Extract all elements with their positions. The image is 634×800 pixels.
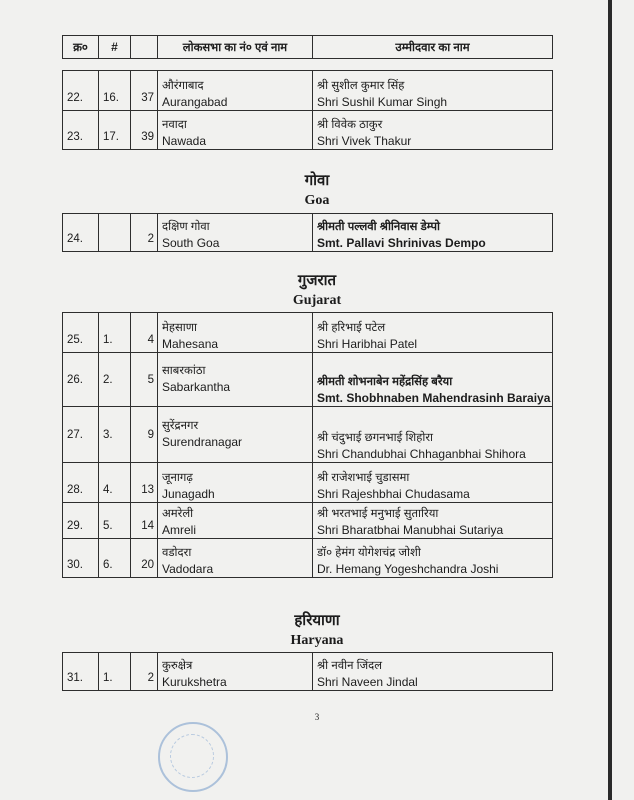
candidate-name-en: Shri Sushil Kumar Singh bbox=[317, 95, 448, 109]
sr-number: 26. bbox=[63, 353, 99, 407]
candidate-name-en: Shri Bharatbhai Manubhai Sutariya bbox=[317, 523, 504, 537]
page-number: 3 bbox=[314, 712, 320, 722]
constituency-number: 5 bbox=[131, 353, 158, 407]
candidate-name-hi: श्री सुशील कुमार सिंह bbox=[317, 80, 405, 92]
candidate-name-hi: श्री भरतभाई मनुभाई सुतारिया bbox=[317, 508, 439, 520]
constituency-name-hi: जूनागढ़ bbox=[162, 472, 193, 484]
constituency-number: 37 bbox=[131, 71, 158, 111]
candidate-name-en: Shri Vivek Thakur bbox=[317, 134, 412, 148]
constituency-name-hi: मेहसाणा bbox=[162, 322, 198, 334]
table-row bbox=[63, 214, 553, 252]
constituency-number: 9 bbox=[131, 407, 158, 463]
section-title-gujarat-en: Gujarat bbox=[292, 293, 342, 308]
sr-number: 31. bbox=[63, 653, 99, 691]
header-hash: # bbox=[99, 36, 131, 59]
constituency-cell bbox=[158, 463, 313, 503]
header-constituency: लोकसभा का नं० एवं नाम bbox=[158, 36, 313, 59]
sr-number: 23. bbox=[63, 111, 99, 150]
constituency-name-en: South Goa bbox=[162, 236, 220, 250]
goa-table bbox=[62, 213, 553, 252]
table-row bbox=[63, 353, 553, 407]
constituency-name-en: Nawada bbox=[162, 134, 207, 148]
constituency-name-en: Amreli bbox=[162, 523, 197, 537]
candidate-name-hi: श्री राजेशभाई चुडासमा bbox=[317, 472, 410, 484]
section-title-gujarat-hi: गुजरात bbox=[297, 272, 337, 289]
constituency-number: 13 bbox=[131, 463, 158, 503]
constituency-cell bbox=[158, 353, 313, 407]
candidate-name-hi: श्रीमती पल्लवी श्रीनिवास डेम्पो bbox=[317, 221, 440, 233]
gujarat-table bbox=[62, 312, 553, 578]
constituency-number: 2 bbox=[131, 214, 158, 252]
bihar-table bbox=[62, 70, 553, 150]
candidate-name-hi: श्री नवीन जिंदल bbox=[317, 660, 383, 672]
header-table bbox=[62, 35, 553, 59]
constituency-name-en: Mahesana bbox=[162, 337, 219, 351]
constituency-name-hi: वडोदरा bbox=[162, 547, 192, 559]
table-row bbox=[63, 313, 553, 353]
page-edge bbox=[608, 0, 612, 800]
constituency-name-en: Vadodara bbox=[162, 562, 214, 576]
constituency-cell bbox=[158, 71, 313, 111]
constituency-name-hi: कुरुक्षेत्र bbox=[162, 660, 193, 672]
constituency-name-hi: औरंगाबाद bbox=[162, 80, 204, 92]
candidate-name-en: Dr. Hemang Yogeshchandra Joshi bbox=[317, 562, 499, 576]
header-candidate: उम्मीदवार का नाम bbox=[313, 36, 553, 59]
state-number: 1. bbox=[99, 653, 131, 691]
candidate-cell bbox=[313, 503, 553, 539]
constituency-cell bbox=[158, 407, 313, 463]
candidate-name-en: Shri Chandubhai Chhaganbhai Shihora bbox=[317, 447, 526, 461]
candidate-name-en: Shri Naveen Jindal bbox=[317, 675, 418, 689]
table-row bbox=[63, 407, 553, 463]
candidate-cell bbox=[313, 214, 553, 252]
constituency-name-en: Junagadh bbox=[162, 487, 215, 501]
constituency-name-hi: नवादा bbox=[162, 119, 187, 131]
candidate-name-en: Smt. Shobhnaben Mahendrasinh Baraiya bbox=[317, 391, 551, 405]
table-row bbox=[63, 503, 553, 539]
header-blank bbox=[131, 36, 158, 59]
table-row bbox=[63, 539, 553, 578]
sr-number: 25. bbox=[63, 313, 99, 353]
candidate-name-hi: श्री चंदुभाई छगनभाई शिहोरा bbox=[317, 432, 434, 444]
haryana-table bbox=[62, 652, 553, 691]
sr-number: 29. bbox=[63, 503, 99, 539]
section-title-haryana-hi: हरियाणा bbox=[294, 612, 340, 629]
table-row bbox=[63, 111, 553, 150]
candidate-name-en: Shri Rajeshbhai Chudasama bbox=[317, 487, 470, 501]
constituency-cell bbox=[158, 503, 313, 539]
table-row bbox=[63, 653, 553, 691]
candidate-name-en: Smt. Pallavi Shrinivas Dempo bbox=[317, 236, 486, 250]
candidate-cell bbox=[313, 71, 553, 111]
candidate-cell bbox=[313, 407, 553, 463]
candidate-cell bbox=[313, 111, 553, 150]
section-title-goa-en: Goa bbox=[304, 193, 330, 208]
seal-stamp bbox=[158, 722, 228, 792]
state-number: 4. bbox=[99, 463, 131, 503]
candidate-cell bbox=[313, 463, 553, 503]
section-title-haryana-en: Haryana bbox=[290, 633, 344, 648]
sr-number: 22. bbox=[63, 71, 99, 111]
header-sr: क्र० bbox=[63, 36, 99, 59]
candidate-cell bbox=[313, 313, 553, 353]
constituency-cell bbox=[158, 111, 313, 150]
constituency-name-en: Kurukshetra bbox=[162, 675, 227, 689]
candidate-cell bbox=[313, 353, 553, 407]
state-number: 1. bbox=[99, 313, 131, 353]
state-number: 6. bbox=[99, 539, 131, 578]
constituency-number: 39 bbox=[131, 111, 158, 150]
constituency-cell bbox=[158, 313, 313, 353]
state-number bbox=[99, 214, 131, 252]
candidate-name-hi: श्री हरिभाई पटेल bbox=[317, 322, 386, 334]
sr-number: 30. bbox=[63, 539, 99, 578]
state-number: 5. bbox=[99, 503, 131, 539]
constituency-name-hi: साबरकांठा bbox=[162, 365, 206, 377]
table-row bbox=[63, 71, 553, 111]
constituency-name-hi: दक्षिण गोवा bbox=[162, 221, 210, 233]
sr-number: 24. bbox=[63, 214, 99, 252]
candidate-cell bbox=[313, 653, 553, 691]
constituency-number: 2 bbox=[131, 653, 158, 691]
state-number: 2. bbox=[99, 353, 131, 407]
table-row bbox=[63, 463, 553, 503]
constituency-cell bbox=[158, 539, 313, 578]
candidate-name-hi: श्री विवेक ठाकुर bbox=[317, 119, 383, 131]
sr-number: 28. bbox=[63, 463, 99, 503]
sr-number: 27. bbox=[63, 407, 99, 463]
state-number: 3. bbox=[99, 407, 131, 463]
constituency-cell bbox=[158, 653, 313, 691]
constituency-name-en: Sabarkantha bbox=[162, 380, 231, 394]
constituency-number: 14 bbox=[131, 503, 158, 539]
constituency-number: 4 bbox=[131, 313, 158, 353]
constituency-name-en: Aurangabad bbox=[162, 95, 228, 109]
section-title-goa-hi: गोवा bbox=[304, 172, 330, 189]
candidate-name-en: Shri Haribhai Patel bbox=[317, 337, 418, 351]
candidate-name-hi: श्रीमती शोभनाबेन महेंद्रसिंह बरैया bbox=[317, 376, 453, 388]
constituency-name-hi: अमरेली bbox=[162, 508, 194, 520]
constituency-cell bbox=[158, 214, 313, 252]
candidate-cell bbox=[313, 539, 553, 578]
constituency-name-en: Surendranagar bbox=[162, 435, 243, 449]
candidate-name-hi: डॉ० हेमंग योगेशचंद्र जोशी bbox=[317, 547, 421, 559]
state-number: 17. bbox=[99, 111, 131, 150]
state-number: 16. bbox=[99, 71, 131, 111]
constituency-number: 20 bbox=[131, 539, 158, 578]
constituency-name-hi: सुरेंद्रनगर bbox=[162, 420, 199, 432]
